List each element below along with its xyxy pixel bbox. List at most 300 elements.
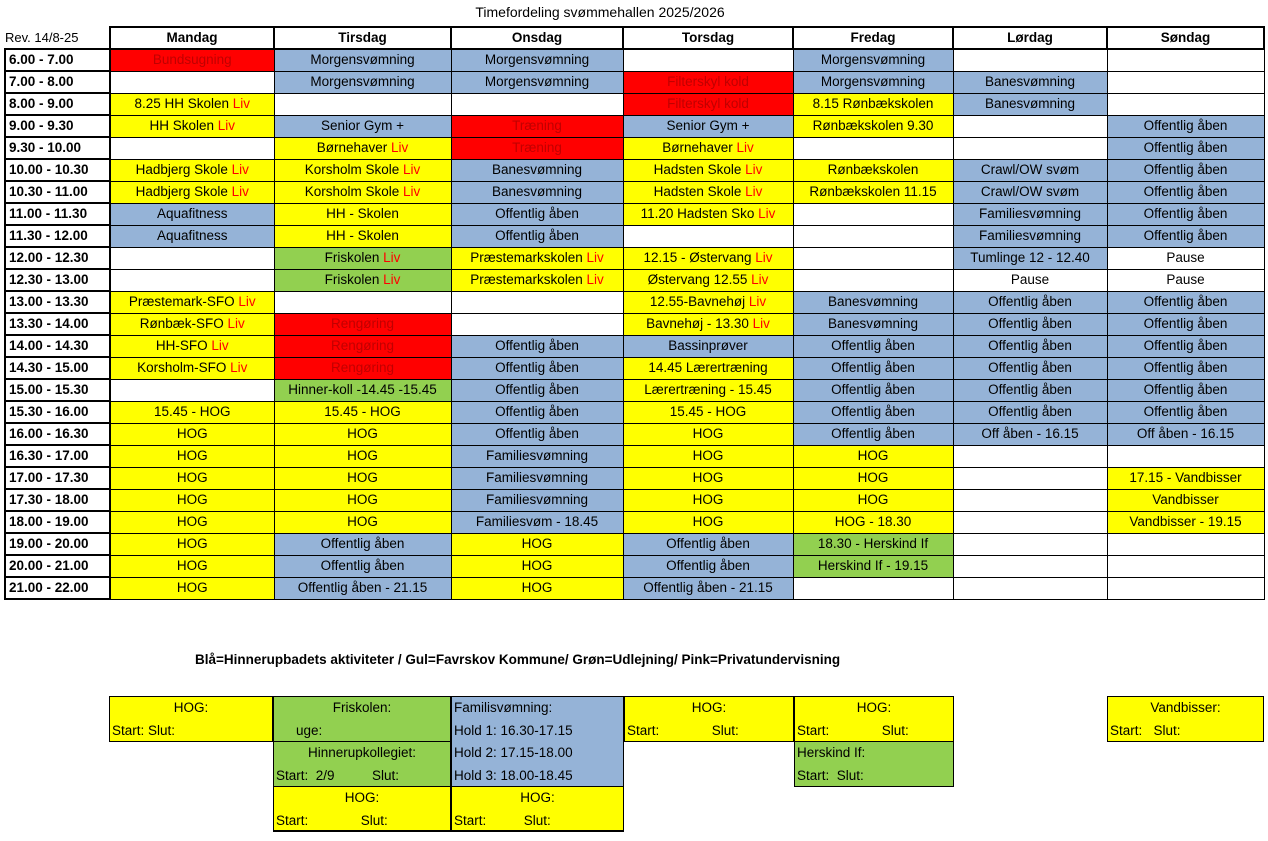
schedule-cell [274,533,451,555]
schedule-cell [623,335,793,357]
hog-tuesday-box [273,786,451,832]
activity-label: Hinner-koll -14.45 -15.45 [288,382,437,397]
familiesvomning-box [451,696,624,787]
activity-label: Offentlig åben [831,360,915,375]
activity-label: HOG [857,448,889,463]
activity-label: 11.20 Hadsten Sko [640,206,759,221]
time-slot: 14.30 - 15.00 [5,357,110,379]
schedule-cell [451,159,623,181]
schedule-cell [110,357,274,379]
activity-label: Herskind If - 19.15 [817,558,929,573]
activity-label: Offentlig åben [1143,316,1228,331]
table-row [5,445,1264,467]
activity-label: Offentlig åben [1143,382,1228,397]
schedule-cell [953,203,1107,225]
schedule-cell [953,489,1107,511]
activity-label: Pause [1166,250,1205,265]
schedule-cell [1107,291,1264,313]
time-slot: 19.00 - 20.00 [5,533,110,555]
activity-label: HOG [857,470,889,485]
schedule-cell [623,159,793,181]
day-header: Mandag [110,27,274,49]
activity-label: Træning [512,118,562,133]
activity-label: Præstemarkskolen [470,272,587,287]
herskind-box [794,741,954,787]
box-title: Hinnerupkollegiet: [307,745,417,760]
box-start-end: Start: Slut: [112,722,176,738]
activity-label: HOG [521,536,553,551]
schedule-cell [623,445,793,467]
activity-label: HOG [347,470,378,485]
activity-label: Offentlig åben [495,360,579,375]
activity-label: HOG [857,492,889,507]
schedule-cell [1107,379,1264,401]
vandbisser-box [1107,696,1264,742]
schedule-cell [793,467,953,489]
activity-label: 8.25 HH Skolen [134,96,233,111]
schedule-cell [451,49,623,71]
activity-label: Bassinprøver [668,338,748,353]
lifeguard-note: Liv [752,316,770,331]
activity-label: 12.15 - Østervang [643,250,756,265]
activity-label: Familiesvømning [485,448,589,463]
activity-label: HOG [521,580,553,595]
schedule-cell [1107,203,1264,225]
schedule-cell [1107,423,1264,445]
schedule-cell [274,357,451,379]
box-title: Friskolen: [332,700,392,715]
box-start-end: Start: Slut: [797,767,864,783]
schedule-cell [274,115,451,137]
activity-label: Offentlig åben [1143,360,1228,375]
activity-label: Aquafitness [156,206,228,221]
activity-label: Offentlig åben [1143,228,1228,243]
schedule-cell [110,159,274,181]
activity-label: Hadbjerg Skole [135,184,232,199]
time-slot: 11.30 - 12.00 [5,225,110,247]
box-title: HOG: [173,700,209,715]
schedule-cell [110,379,274,401]
activity-label: Rengøring [330,360,395,375]
day-header: Fredag [793,27,953,49]
activity-label: Offentlig åben [1143,404,1228,419]
revision-label: Rev. 14/8-25 [5,29,79,45]
table-row [5,467,1264,489]
box-start-end: Start: Slut: [276,812,388,828]
activity-label: Rønbækskolen [827,162,919,177]
activity-label: HOG [176,448,208,463]
activity-label: HOG [692,470,724,485]
schedule-cell [274,313,451,335]
activity-label: HOG [176,558,208,573]
schedule-cell [451,137,623,159]
activity-label: Banesvømning [984,96,1076,111]
table-row [5,401,1264,423]
schedule-cell [793,489,953,511]
activity-label: Morgensvømning [820,52,926,68]
time-slot: 16.30 - 17.00 [5,445,110,467]
schedule-cell [110,291,274,313]
schedule-cell [451,445,623,467]
schedule-cell [953,379,1107,401]
activity-label: Aquafitness [156,228,228,243]
schedule-cell [110,93,274,115]
activity-label: Vandbisser [1152,492,1219,507]
schedule-cell [1107,467,1264,489]
table-row [5,225,1264,247]
schedule-cell [451,577,623,599]
activity-label: Off åben - 16.15 [1136,426,1235,441]
schedule-cell [953,269,1107,291]
schedule-cell [1107,335,1264,357]
schedule-cell [953,445,1107,467]
schedule-cell [623,71,793,93]
activity-label: 12.55-Bavnehøj [649,294,749,309]
schedule-cell [623,115,793,137]
schedule-table [4,26,1265,600]
lifeguard-note: Liv [230,360,248,375]
schedule-cell [1107,247,1264,269]
activity-label: HOG [692,448,724,463]
lifeguard-note: Liv [231,162,249,177]
schedule-cell [1107,93,1264,115]
table-row [5,49,1264,71]
schedule-cell [623,489,793,511]
schedule-cell [793,313,953,335]
schedule-cell [1107,489,1264,511]
schedule-cell [953,137,1107,159]
schedule-cell [451,379,623,401]
activity-label: Friskolen [324,272,384,287]
table-row [5,555,1264,577]
activity-label: 17.15 - Vandbisser [1129,470,1242,485]
time-slot: 18.00 - 19.00 [5,511,110,533]
activity-label: Rønbækskolen 11.15 [809,184,937,199]
lifeguard-note: Liv [391,140,409,155]
schedule-cell [953,555,1107,577]
lifeguard-note: Liv [745,162,763,177]
schedule-cell [110,445,274,467]
color-legend: Blå=Hinnerupbadets aktiviteter / Gul=Favrskov Kommune/ Grøn=Udlejning/ Pink=Privatundervisning [195,652,841,667]
activity-label: Senior Gym + [321,118,404,133]
schedule-cell [451,115,623,137]
activity-label: Præstemark-SFO [128,294,239,309]
lifeguard-note: Liv [217,118,236,133]
activity-label: Offentlig åben [988,316,1072,331]
activity-label: Vandbisser - 19.15 [1129,514,1242,529]
activity-label: Banesvømning [491,162,583,177]
schedule-cell [451,71,623,93]
schedule-cell [1107,533,1264,555]
table-row [5,533,1264,555]
activity-label: HOG [692,514,724,529]
table-row [5,93,1264,115]
activity-label: Offentlig åben - 21.15 [297,580,428,595]
schedule-cell [793,357,953,379]
table-row [5,423,1264,445]
schedule-cell [451,247,623,269]
schedule-cell [953,225,1107,247]
activity-label: Offentlig åben [831,426,915,441]
box-title: Familisvømning: [454,700,553,715]
activity-label: Familiesvømning [485,492,589,507]
activity-label: Offentlig åben [988,338,1072,353]
schedule-cell [451,555,623,577]
schedule-cell [623,533,793,555]
activity-label: Hadsten Skole [653,162,746,177]
schedule-cell [110,71,274,93]
activity-label: Hadsten Skole [653,184,746,199]
table-row [5,247,1264,269]
activity-label: Offentlig åben [988,404,1072,419]
schedule-cell [623,379,793,401]
box-title: HOG: [856,700,892,715]
schedule-cell [110,203,274,225]
activity-label: Korsholm-SFO [137,360,231,375]
schedule-cell [274,137,451,159]
table-row [5,357,1264,379]
box-title: HOG: [344,790,380,805]
activity-label: Offentlig åben [1143,338,1228,353]
activity-label: 15.45 - HOG [669,404,747,419]
table-row [5,335,1264,357]
schedule-cell [110,247,274,269]
schedule-cell [274,203,451,225]
hold-2: Hold 2: 17.15-18.00 [454,745,573,760]
lifeguard-note: Liv [586,272,604,287]
activity-label: Morgensvømning [484,52,590,68]
activity-label: 14.45 Lærertræning [648,360,768,375]
schedule-cell [451,93,623,115]
activity-label: Offentlig åben [1143,294,1228,309]
activity-label: Østervang 12.55 [647,272,752,287]
schedule-cell [110,181,274,203]
schedule-cell [793,291,953,313]
day-header: Onsdag [451,27,623,49]
lifeguard-note: Liv [751,272,769,287]
schedule-cell [451,357,623,379]
activity-label: HOG - 18.30 [834,514,912,529]
header-row [5,27,1264,49]
time-slot: 20.00 - 21.00 [5,555,110,577]
schedule-cell [623,401,793,423]
activity-label: HH - Skolen [326,228,399,243]
activity-label: HOG [176,536,208,551]
day-header: Lørdag [953,27,1107,49]
activity-label: Offentlig åben - 21.15 [643,580,773,595]
hog-friday-box [794,696,954,742]
schedule-cell [110,533,274,555]
schedule-cell [451,291,623,313]
lifeguard-note: Liv [736,140,754,155]
schedule-cell [1107,401,1264,423]
schedule-cell [793,181,953,203]
activity-label: Offentlig åben [831,404,915,419]
schedule-cell [1107,137,1264,159]
schedule-cell [1107,577,1264,599]
schedule-cell [274,489,451,511]
activity-label: HH-SFO [155,338,212,353]
schedule-cell [623,577,793,599]
activity-label: 8.15 Rønbækskolen [812,96,934,111]
lifeguard-note: Liv [383,272,401,287]
activity-label: Crawl/OW svøm [980,184,1080,199]
activity-label: Offentlig åben [1143,184,1228,199]
schedule-cell [1107,313,1264,335]
schedule-cell [953,93,1107,115]
schedule-cell [793,577,953,599]
activity-label: HOG [521,558,553,573]
activity-label: HOG [176,514,208,529]
activity-label: HOG [176,470,208,485]
activity-label: Korsholm Skole [304,162,404,177]
schedule-cell [451,335,623,357]
table-row [5,291,1264,313]
schedule-cell [793,247,953,269]
box-title: HOG: [520,790,555,805]
activity-label: Off åben - 16.15 [981,426,1079,441]
box-start-end: Start: Slut: [454,812,551,828]
schedule-cell [451,203,623,225]
table-row [5,269,1264,291]
schedule-cell [451,313,623,335]
day-header: Søndag [1107,27,1264,49]
activity-label: Senior Gym + [666,118,750,133]
activity-label: Familiesvømning [978,228,1082,243]
activity-label: HH - Skolen [326,206,399,221]
activity-label: Bavnehøj - 13.30 [646,316,753,331]
time-slot: 15.00 - 15.30 [5,379,110,401]
schedule-cell [623,313,793,335]
table-row [5,489,1264,511]
lifeguard-note: Liv [755,250,773,265]
schedule-cell [623,93,793,115]
box-title: Herskind If: [797,745,866,760]
activity-label: Børnehaver [316,140,392,155]
schedule-cell [623,555,793,577]
schedule-cell [451,533,623,555]
lifeguard-note: Liv [403,184,421,199]
lifeguard-note: Liv [232,96,251,111]
activity-label: Offentlig åben [831,338,915,353]
table-row [5,137,1264,159]
schedule-cell [953,467,1107,489]
activity-label: Bundsugning [152,52,232,68]
page-title: Timefordeling svømmehallen 2025/2026 [475,4,725,20]
schedule-cell [1107,159,1264,181]
activity-label: Offentlig åben [1143,162,1228,177]
schedule-cell [110,423,274,445]
schedule-cell [623,467,793,489]
time-slot: 9.00 - 9.30 [5,115,110,137]
schedule-cell [623,269,793,291]
activity-label: Rengøring [330,338,395,353]
activity-label: Crawl/OW svøm [980,162,1080,177]
time-slot: 16.00 - 16.30 [5,423,110,445]
schedule-cell [793,203,953,225]
schedule-cell [793,335,953,357]
activity-label: Banesvømning [491,184,583,199]
activity-label: 15.45 - HOG [324,404,401,419]
schedule-cell [953,313,1107,335]
schedule-cell [953,247,1107,269]
activity-label: Offentlig åben [988,382,1072,397]
time-slot: 8.00 - 9.00 [5,93,110,115]
activity-label: Lærertræning - 15.45 [644,382,772,397]
lifeguard-note: Liv [586,250,604,265]
activity-label: Præstemarkskolen [470,250,587,265]
box-week: uge: [296,722,323,738]
activity-label: Familiesvømning [485,470,589,485]
activity-label: Offentlig åben [495,338,579,353]
activity-label: HH Skolen [149,118,218,133]
schedule-cell [623,49,793,71]
activity-label: Offentlig åben [495,228,579,243]
activity-label: 18.30 - Herskind If [817,536,929,551]
table-row [5,159,1264,181]
activity-label: Banesvømning [827,316,919,331]
table-row [5,115,1264,137]
lifeguard-note: Liv [383,250,401,265]
table-row [5,577,1264,599]
schedule-cell [274,93,451,115]
time-slot: 17.30 - 18.00 [5,489,110,511]
schedule-cell [793,137,953,159]
schedule-cell [1107,269,1264,291]
schedule-cell [1107,555,1264,577]
time-slot: 7.00 - 8.00 [5,71,110,93]
schedule-cell [274,247,451,269]
schedule-cell [793,115,953,137]
schedule-cell [110,225,274,247]
time-slot: 13.00 - 13.30 [5,291,110,313]
time-slot: 10.30 - 11.00 [5,181,110,203]
schedule-cell [953,115,1107,137]
schedule-cell [1107,511,1264,533]
activity-label: Offentlig åben [495,206,579,221]
activity-label: Offentlig åben [988,360,1072,375]
schedule-cell [274,555,451,577]
activity-label: Pause [1166,272,1205,287]
time-slot: 21.00 - 22.00 [5,577,110,599]
schedule-cell [793,401,953,423]
schedule-cell [451,511,623,533]
time-slot: 14.00 - 14.30 [5,335,110,357]
schedule-cell [451,467,623,489]
day-header: Torsdag [623,27,793,49]
schedule-cell [793,269,953,291]
schedule-cell [953,181,1107,203]
schedule-cell [953,401,1107,423]
time-slot: 11.00 - 11.30 [5,203,110,225]
schedule-cell [953,423,1107,445]
activity-label: Familiesvømning [978,206,1082,221]
lifeguard-note: Liv [211,338,229,353]
activity-label: Offentlig åben [666,558,750,573]
schedule-cell [274,577,451,599]
schedule-cell [274,445,451,467]
activity-label: Offentlig åben [831,382,915,397]
schedule-cell [793,511,953,533]
activity-label: Morgensvømning [484,74,590,89]
time-slot: 10.00 - 10.30 [5,159,110,181]
box-title: HOG: [691,700,727,715]
box-start-end: Start: Slut: [627,722,739,738]
schedule-cell [274,511,451,533]
table-row [5,313,1264,335]
activity-label: Rønbækskolen 9.30 [812,118,934,133]
activity-label: HOG [347,448,378,463]
